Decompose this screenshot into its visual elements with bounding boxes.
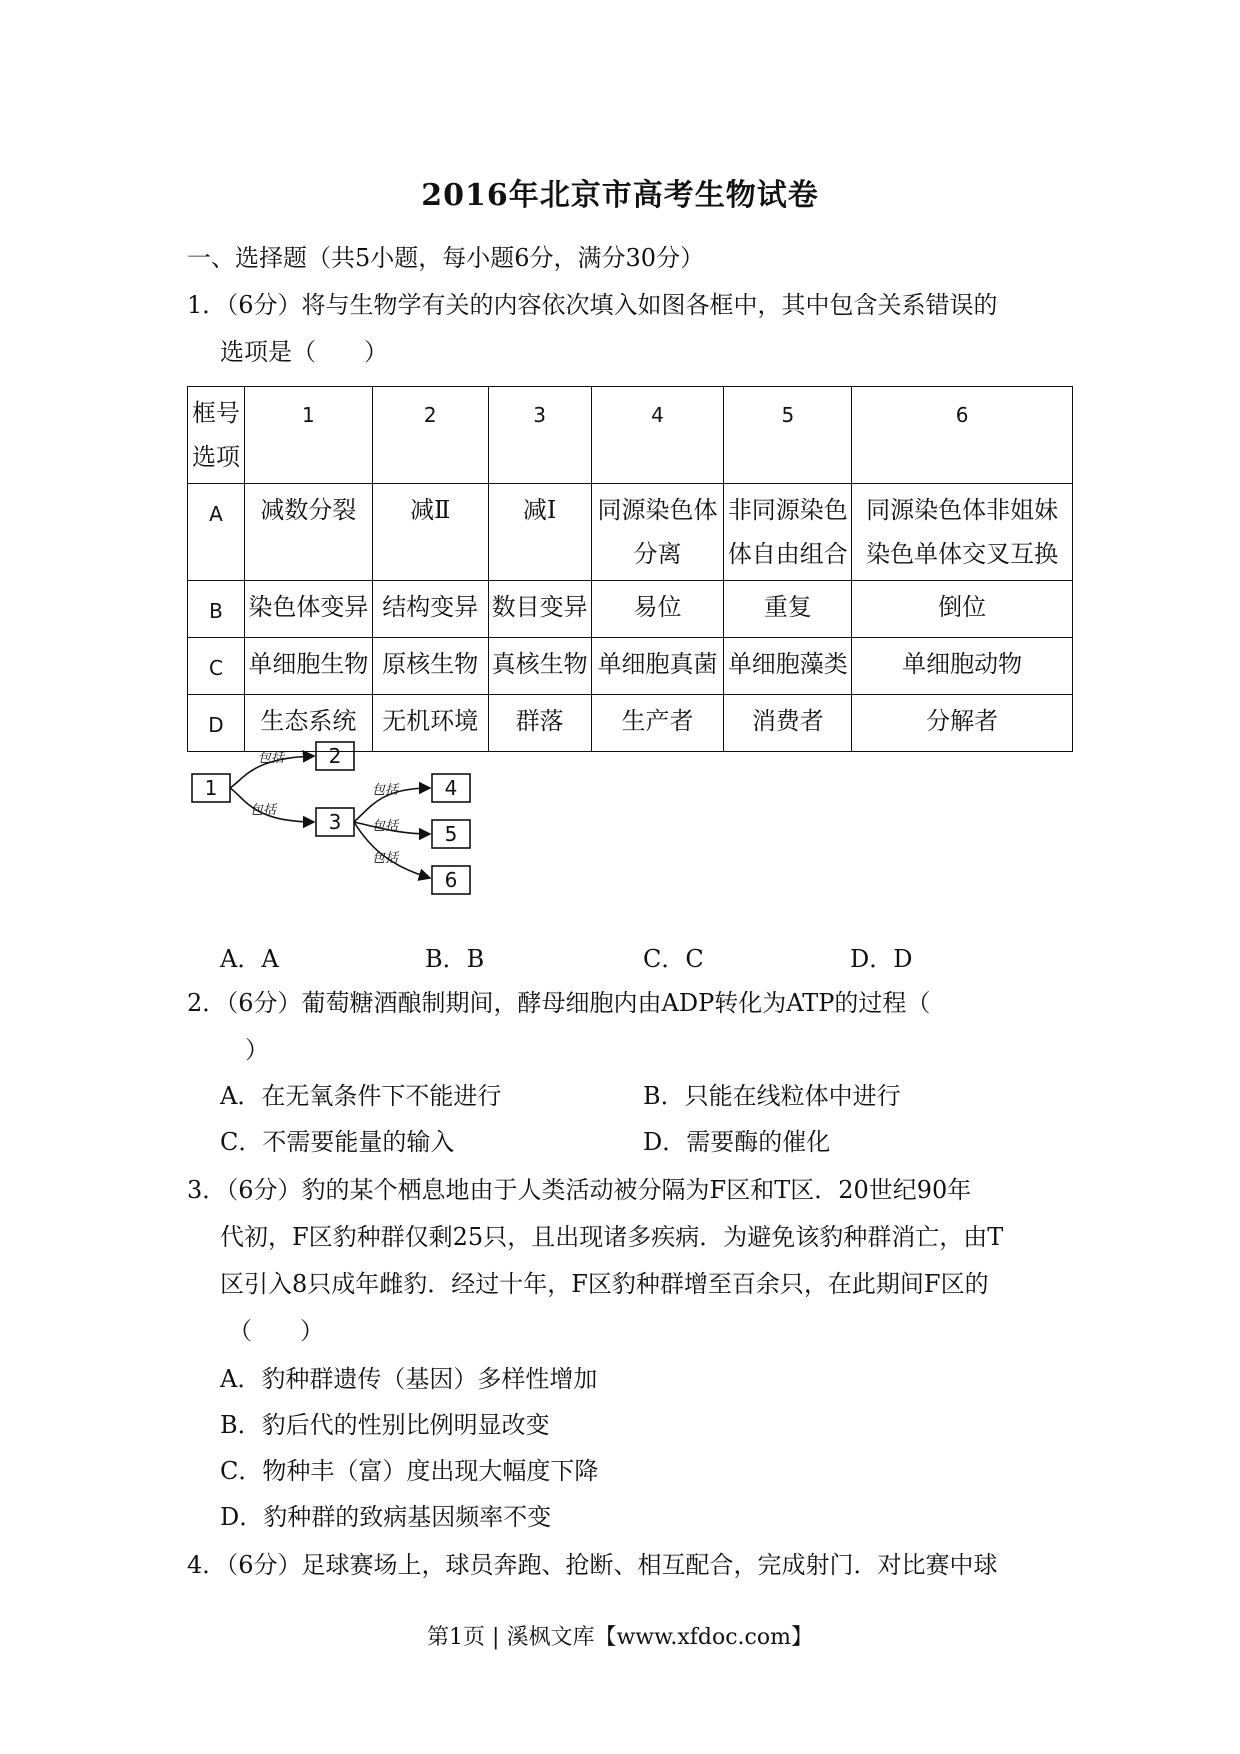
- table-row: [188, 484, 1073, 581]
- table-cell: 结构变异: [372, 581, 488, 638]
- diagram-label-2: 2: [328, 744, 342, 768]
- diagram-label-5: 5: [444, 822, 458, 846]
- table-cell: 生态系统: [244, 695, 372, 752]
- header-cell: 5: [724, 387, 852, 484]
- q2-option-a: A．在无氧条件下不能进行: [220, 1082, 502, 1110]
- table-cell: 单细胞真菌: [591, 638, 724, 695]
- q1-text-line2: 选项是（ ）: [220, 338, 388, 366]
- header-cell: 4: [591, 387, 724, 484]
- q1-option-a: A．A: [220, 945, 279, 973]
- table-cell: 群落: [488, 695, 591, 752]
- table-cell: 同源染色体非姐妹染色单体交叉互换: [852, 484, 1073, 581]
- q2-option-b: B．只能在线粒体中进行: [643, 1082, 901, 1110]
- table-cell: 减数分裂: [244, 484, 372, 581]
- table-row: [188, 638, 1073, 695]
- q3-option-c: C．物种丰（富）度出现大幅度下降: [220, 1457, 599, 1485]
- table-row: [188, 581, 1073, 638]
- table-header-row: [188, 387, 1073, 484]
- table-cell: 真核生物: [488, 638, 591, 695]
- row-key: D: [188, 695, 245, 752]
- diagram-label-4: 4: [444, 776, 458, 800]
- q3-option-d: D．豹种群的致病基因频率不变: [220, 1503, 552, 1531]
- table-cell: 重复: [724, 581, 852, 638]
- q1-option-c: C．C: [643, 945, 704, 973]
- q1-option-d: D．D: [850, 945, 913, 973]
- header-cell: 1: [244, 387, 372, 484]
- page-footer: 第1页 | 溪枫文库【www.xfdoc.com】: [427, 1625, 813, 1650]
- row-key: C: [188, 638, 245, 695]
- q3-text-line4: （ ）: [228, 1317, 324, 1345]
- diagram-label-1: 1: [204, 776, 218, 800]
- arrow-label: 包括: [372, 851, 399, 866]
- row-key: A: [188, 484, 245, 581]
- inclusion-diagram: [190, 738, 490, 900]
- q2-option-d: D．需要酶的催化: [643, 1128, 831, 1156]
- table-corner-cell: [188, 387, 245, 484]
- table-cell: 生产者: [591, 695, 724, 752]
- arrow-label: 包括: [372, 783, 399, 798]
- q2-text-line2: ）: [245, 1036, 269, 1064]
- table-cell: 倒位: [852, 581, 1073, 638]
- q3-text-line3: 区引入8只成年雌豹．经过十年，F区豹种群增至百余只，在此期间F区的: [220, 1270, 989, 1298]
- page-title: 2016年北京市高考生物试卷: [421, 178, 819, 213]
- q3-option-b: B．豹后代的性别比例明显改变: [220, 1411, 550, 1439]
- table-cell: 减Ⅰ: [488, 484, 591, 581]
- table-cell: 单细胞生物: [244, 638, 372, 695]
- table-cell: 消费者: [724, 695, 852, 752]
- corner-bottom-label: 选项: [192, 443, 240, 471]
- table-cell: 易位: [591, 581, 724, 638]
- row-key: B: [188, 581, 245, 638]
- q1-table: [187, 386, 1073, 752]
- corner-top-label: 框号: [192, 399, 240, 427]
- q3-text-line2: 代初，F区豹种群仅剩25只，且出现诸多疾病．为避免该豹种群消亡，由T: [220, 1223, 1004, 1251]
- table-cell: 单细胞藻类: [724, 638, 852, 695]
- table-cell: 单细胞动物: [852, 638, 1073, 695]
- table-cell: 原核生物: [372, 638, 488, 695]
- arrow-label: 包括: [372, 819, 399, 834]
- header-cell: 2: [372, 387, 488, 484]
- section-heading: 一、选择题（共5小题，每小题6分，满分30分）: [187, 244, 705, 272]
- table-cell: 无机环境: [372, 695, 488, 752]
- table-cell: 减Ⅱ: [372, 484, 488, 581]
- q1-option-b: B．B: [425, 945, 485, 973]
- q4-text-line1: 4．（6分）足球赛场上，球员奔跑、抢断、相互配合，完成射门．对比赛中球: [187, 1551, 998, 1579]
- q3-option-a: A．豹种群遗传（基因）多样性增加: [220, 1365, 598, 1393]
- diagram-label-6: 6: [444, 868, 458, 892]
- header-cell: 3: [488, 387, 591, 484]
- q2-text-line1: 2．（6分）葡萄糖酒酿制期间，酵母细胞内由ADP转化为ATP的过程（: [187, 989, 931, 1017]
- table-cell: 同源染色体分离: [591, 484, 724, 581]
- q2-option-c: C．不需要能量的输入: [220, 1128, 455, 1156]
- q3-text-line1: 3．（6分）豹的某个栖息地由于人类活动被分隔为F区和T区．20世纪90年: [187, 1176, 972, 1204]
- header-cell: 6: [852, 387, 1073, 484]
- diagram-label-3: 3: [328, 810, 342, 834]
- table-cell: 分解者: [852, 695, 1073, 752]
- arrow-label: 包括: [258, 751, 285, 766]
- table-cell: 非同源染色体自由组合: [724, 484, 852, 581]
- arrow-label: 包括: [250, 803, 277, 818]
- table-cell: 染色体变异: [244, 581, 372, 638]
- q1-text-line1: 1．（6分）将与生物学有关的内容依次填入如图各框中，其中包含关系错误的: [187, 291, 998, 319]
- table-cell: 数目变异: [488, 581, 591, 638]
